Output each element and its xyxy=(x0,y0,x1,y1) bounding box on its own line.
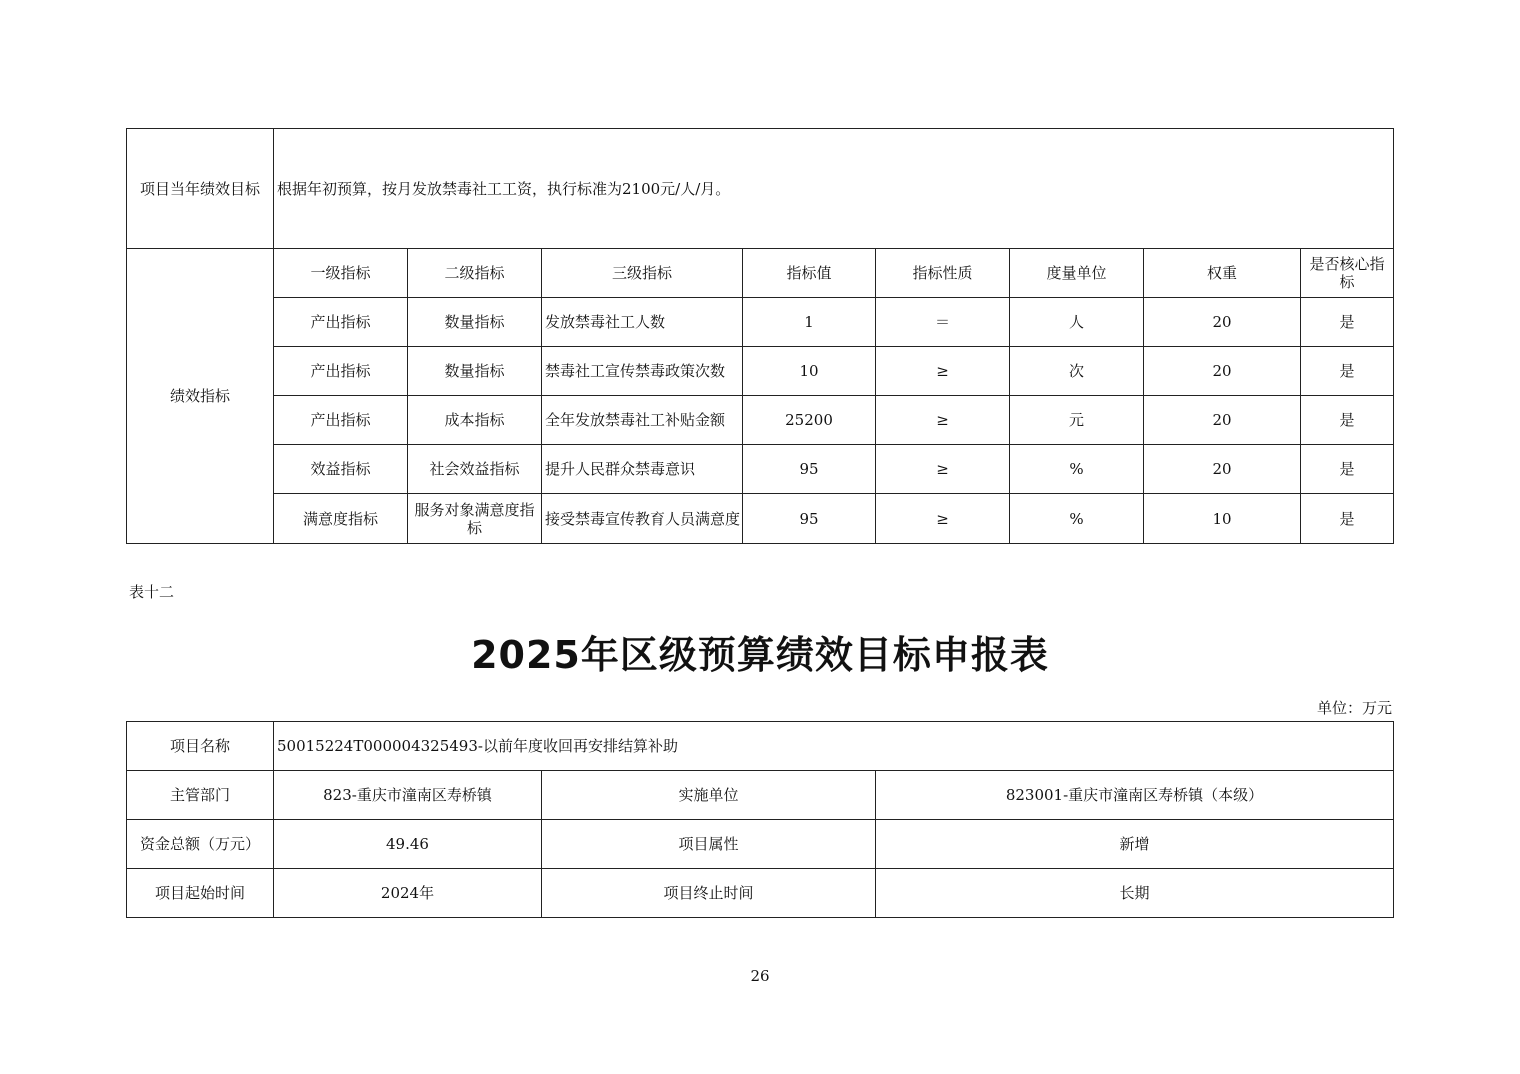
header-cell: 权重 xyxy=(1144,249,1301,298)
table-row xyxy=(127,347,1394,396)
level3-cell: 接受禁毒宣传教育人员满意度 xyxy=(542,494,743,544)
value-cell: 1 xyxy=(743,298,876,347)
table-row xyxy=(127,298,1394,347)
level3-cell: 禁毒社工宣传禁毒政策次数 xyxy=(542,347,743,396)
weight-cell: 20 xyxy=(1144,347,1301,396)
nature-cell: ≥ xyxy=(876,347,1010,396)
level3-cell: 发放禁毒社工人数 xyxy=(542,298,743,347)
value-cell: 95 xyxy=(743,494,876,544)
unit-cell: 次 xyxy=(1010,347,1144,396)
level1-cell: 产出指标 xyxy=(274,347,408,396)
header-cell: 指标性质 xyxy=(876,249,1010,298)
level3-cell: 提升人民群众禁毒意识 xyxy=(542,445,743,494)
performance-indicator-table xyxy=(126,128,1394,544)
end-value: 长期 xyxy=(876,869,1394,918)
core-cell: 是 xyxy=(1301,396,1394,445)
project-name-label: 项目名称 xyxy=(127,722,274,771)
page-number: 26 xyxy=(750,967,770,985)
table-row xyxy=(127,396,1394,445)
page-title: 2025年区级预算绩效目标申报表 xyxy=(471,633,1049,677)
dept-label: 主管部门 xyxy=(127,771,274,820)
core-cell: 是 xyxy=(1301,494,1394,544)
header-cell: 一级指标 xyxy=(274,249,408,298)
nature-cell: ＝ xyxy=(876,298,1010,347)
project-info-table xyxy=(126,721,1394,918)
attr-label: 项目属性 xyxy=(542,820,876,869)
header-cell: 二级指标 xyxy=(408,249,542,298)
value-cell: 25200 xyxy=(743,396,876,445)
unit-cell: 元 xyxy=(1010,396,1144,445)
end-label: 项目终止时间 xyxy=(542,869,876,918)
table-row xyxy=(127,494,1394,544)
amount-label: 资金总额（万元） xyxy=(127,820,274,869)
weight-cell: 20 xyxy=(1144,298,1301,347)
header-cell: 三级指标 xyxy=(542,249,743,298)
weight-cell: 20 xyxy=(1144,445,1301,494)
amount-value: 49.46 xyxy=(274,820,542,869)
value-cell: 10 xyxy=(743,347,876,396)
start-value: 2024年 xyxy=(274,869,542,918)
impl-value: 823001-重庆市潼南区寿桥镇（本级） xyxy=(876,771,1394,820)
project-name-value: 50015224T000004325493-以前年度收回再安排结算补助 xyxy=(274,722,1394,771)
core-cell: 是 xyxy=(1301,347,1394,396)
level1-cell: 效益指标 xyxy=(274,445,408,494)
header-cell: 指标值 xyxy=(743,249,876,298)
unit-cell: 人 xyxy=(1010,298,1144,347)
value-cell: 95 xyxy=(743,445,876,494)
unit-cell: % xyxy=(1010,494,1144,544)
header-cell: 是否核心指标 xyxy=(1301,249,1394,298)
attr-value: 新增 xyxy=(876,820,1394,869)
level1-cell: 满意度指标 xyxy=(274,494,408,544)
nature-cell: ≥ xyxy=(876,445,1010,494)
level2-cell: 数量指标 xyxy=(408,347,542,396)
table-number: 表十二 xyxy=(129,583,175,601)
level1-cell: 产出指标 xyxy=(274,298,408,347)
impl-label: 实施单位 xyxy=(542,771,876,820)
start-label: 项目起始时间 xyxy=(127,869,274,918)
goal-label: 项目当年绩效目标 xyxy=(127,129,274,249)
nature-cell: ≥ xyxy=(876,494,1010,544)
level3-cell: 全年发放禁毒社工补贴金额 xyxy=(542,396,743,445)
weight-cell: 10 xyxy=(1144,494,1301,544)
unit-cell: % xyxy=(1010,445,1144,494)
table-row xyxy=(127,445,1394,494)
weight-cell: 20 xyxy=(1144,396,1301,445)
unit-label: 单位：万元 xyxy=(1316,699,1392,717)
core-cell: 是 xyxy=(1301,445,1394,494)
level2-cell: 成本指标 xyxy=(408,396,542,445)
goal-text: 根据年初预算，按月发放禁毒社工工资，执行标准为2100元/人/月。 xyxy=(274,129,1394,249)
header-cell: 度量单位 xyxy=(1010,249,1144,298)
nature-cell: ≥ xyxy=(876,396,1010,445)
level2-cell: 数量指标 xyxy=(408,298,542,347)
core-cell: 是 xyxy=(1301,298,1394,347)
level1-cell: 产出指标 xyxy=(274,396,408,445)
dept-value: 823-重庆市潼南区寿桥镇 xyxy=(274,771,542,820)
level2-cell: 服务对象满意度指标 xyxy=(408,494,542,544)
level2-cell: 社会效益指标 xyxy=(408,445,542,494)
indicators-label: 绩效指标 xyxy=(127,249,274,544)
